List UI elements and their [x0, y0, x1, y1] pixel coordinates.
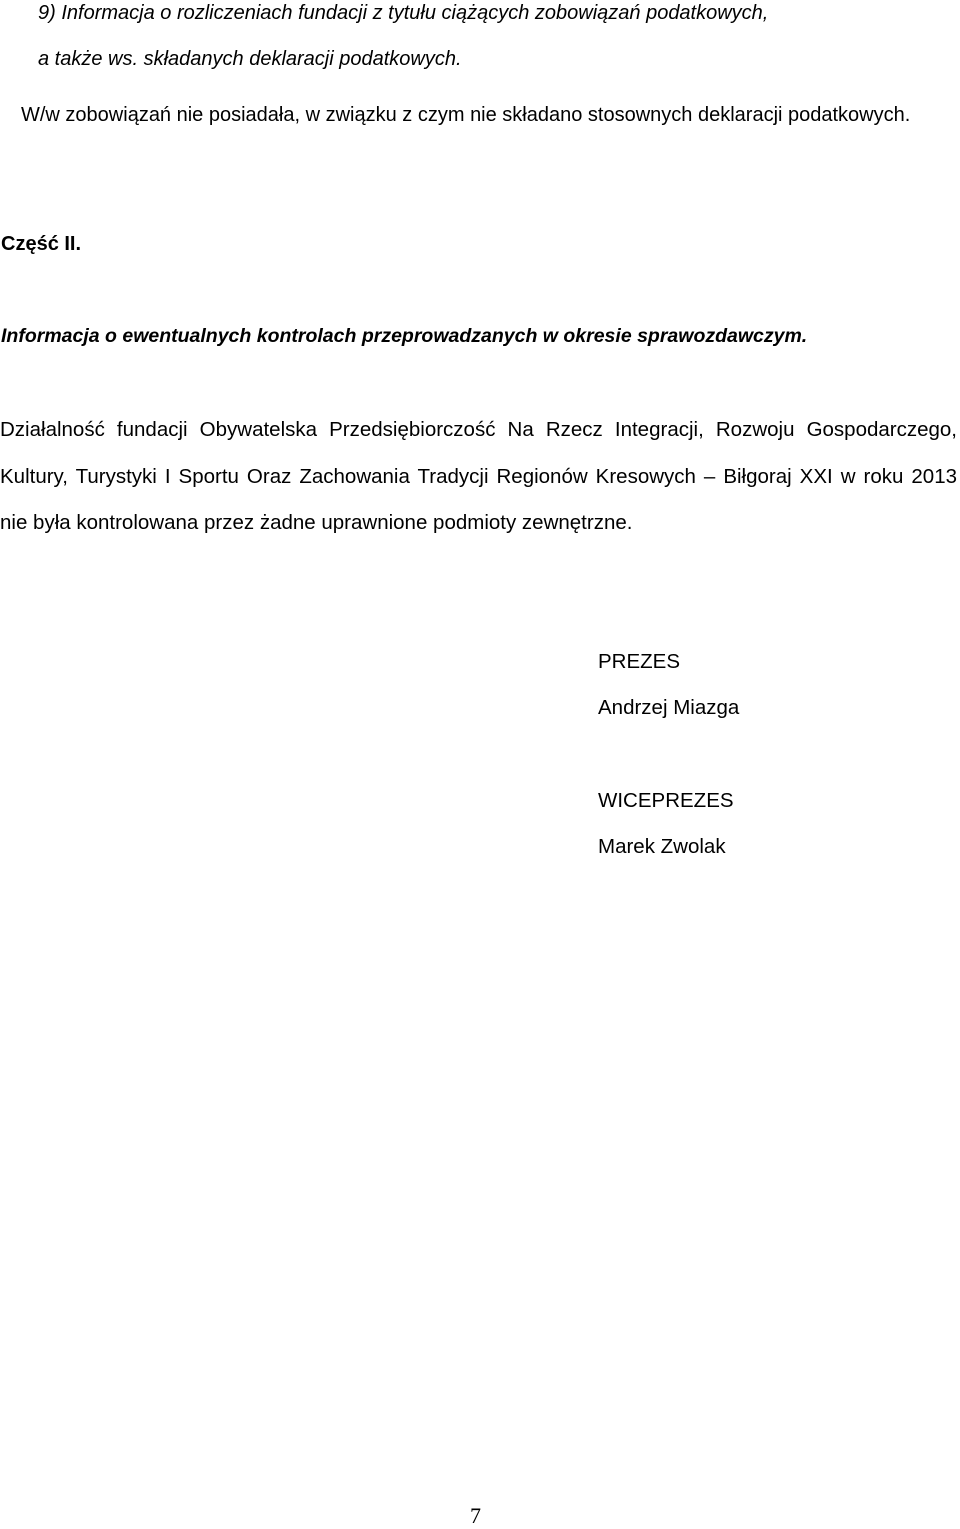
signature-role-president: PREZES	[598, 650, 681, 673]
signature-name-vice-president: Marek Zwolak	[598, 835, 726, 858]
signature-role-vice-president: WICEPREZES	[598, 789, 734, 812]
part-2-title: Część II.	[1, 233, 82, 255]
section-9-heading-line-1: 9) Informacja o rozliczeniach fundacji z tytułu ciążących zobowiązań podatkowych,	[38, 2, 769, 24]
part-2-subtitle: Informacja o ewentualnych kontrolach przeprowadzanych w okresie sprawozdawczym.	[1, 325, 808, 347]
section-9-heading-line-2: a także ws. składanych deklaracji podatkowych.	[38, 48, 462, 70]
section-9-body: W/w zobowiązań nie posiadała, w związku z czym nie składano stosownych deklaracji podatkowych.	[21, 104, 911, 126]
part-2-body: Działalność fundacji Obywatelska Przedsiębiorczość Na Rzecz Integracji, Rozwoju Gospodarczego, Kultury, Turystyki I Sportu Oraz Zachowania Tradycji Regionów Kresowych – Biłgoraj XXI w roku 2013 nie była kontrolowana przez żadne uprawnione podmioty zewnętrzne.	[0, 418, 957, 534]
page-number: 7	[470, 1503, 481, 1528]
signature-name-president: Andrzej Miazga	[598, 696, 740, 719]
